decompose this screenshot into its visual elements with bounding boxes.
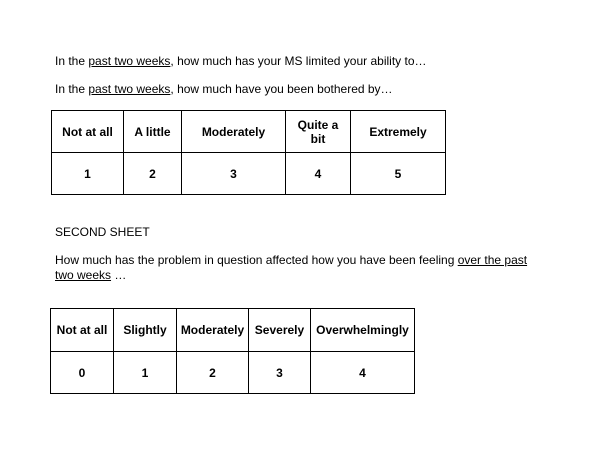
- scale-label: Moderately: [177, 309, 249, 352]
- question-text: …: [111, 268, 127, 282]
- scale-label: Quite a bit: [286, 111, 351, 153]
- question-text: In the: [55, 54, 89, 68]
- question-bothered-by: [55, 82, 393, 97]
- scale-labels-row: [51, 309, 415, 352]
- scale-values-row: [51, 352, 415, 394]
- time-frame-underlined: over the past: [457, 253, 528, 267]
- scale-values-row: [52, 153, 446, 195]
- question-text: , how much have you been bothered by…: [170, 82, 393, 96]
- rating-scale-table-1: [51, 110, 446, 195]
- question-problem-affected: [55, 253, 527, 268]
- scale-value: 3: [249, 352, 311, 394]
- scale-value: 4: [286, 153, 351, 195]
- question-text: How much has the problem in question affected how you have been feeling: [55, 253, 458, 267]
- question-ms-limited: [55, 54, 427, 69]
- scale-labels-row: [52, 111, 446, 153]
- scale-label: Not at all: [51, 309, 114, 352]
- time-frame-underlined: two weeks: [55, 268, 112, 282]
- scale-label: Not at all: [52, 111, 124, 153]
- scale-value: 1: [52, 153, 124, 195]
- scale-value: 5: [351, 153, 446, 195]
- scale-label: Moderately: [182, 111, 286, 153]
- scale-label: Severely: [249, 309, 311, 352]
- scale-label: Overwhelmingly: [311, 309, 415, 352]
- rating-scale-table-2: [50, 308, 415, 394]
- scale-value: 1: [114, 352, 177, 394]
- scale-value: 0: [51, 352, 114, 394]
- scale-label: Extremely: [351, 111, 446, 153]
- scale-value: 2: [124, 153, 182, 195]
- question-text: , how much has your MS limited your ability to…: [170, 54, 427, 68]
- scale-value: 3: [182, 153, 286, 195]
- scale-label: Slightly: [114, 309, 177, 352]
- scale-value: 2: [177, 352, 249, 394]
- question-problem-affected-continued: [55, 268, 126, 283]
- time-frame-underlined: past two weeks: [88, 54, 171, 68]
- scale-label: A little: [124, 111, 182, 153]
- second-sheet-heading: SECOND SHEET: [55, 225, 150, 239]
- scale-value: 4: [311, 352, 415, 394]
- time-frame-underlined: past two weeks: [88, 82, 171, 96]
- question-text: In the: [55, 82, 89, 96]
